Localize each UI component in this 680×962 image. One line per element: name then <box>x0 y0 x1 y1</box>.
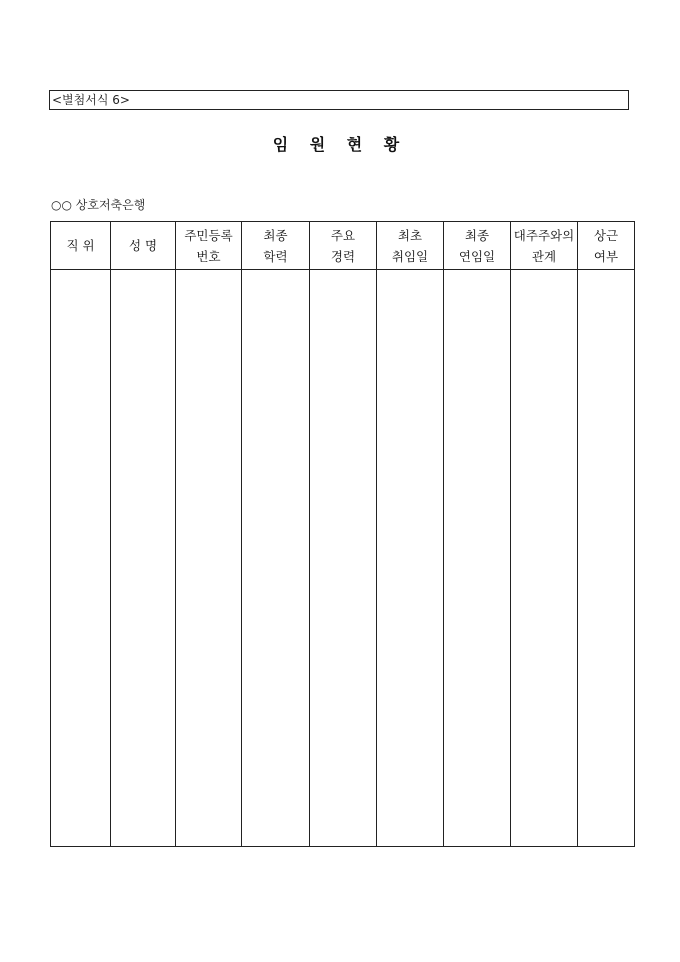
column-header-line: 최종 <box>464 227 490 243</box>
column-header-line: 주민등록 <box>184 227 233 243</box>
table-cell[interactable] <box>511 270 578 847</box>
column-header-first-appointment <box>377 222 444 270</box>
column-header-name <box>111 222 176 270</box>
table-header-row <box>51 222 635 270</box>
table-cell[interactable] <box>444 270 511 847</box>
column-header-line: 경력 <box>330 248 356 264</box>
column-header-resident-number <box>176 222 242 270</box>
form-label-box <box>49 90 629 110</box>
table-cell[interactable] <box>310 270 377 847</box>
column-header-line: 연임일 <box>458 248 496 264</box>
bank-name-line: ○○ 상호저축은행 <box>51 198 146 212</box>
executive-status-table <box>50 221 635 847</box>
document-title: 임 원 현 황 <box>272 135 408 154</box>
table-cell[interactable] <box>242 270 310 847</box>
column-header-line: 최종 <box>263 227 288 243</box>
table-body-row <box>51 270 635 847</box>
column-header-line: 대주주와의 <box>513 227 575 243</box>
column-header-line: 학력 <box>263 248 288 264</box>
column-header-shareholder-relation <box>511 222 578 270</box>
table-cell[interactable] <box>51 270 111 847</box>
table-cell[interactable] <box>377 270 444 847</box>
column-header-line: 상근 <box>593 227 619 243</box>
column-header-career <box>310 222 377 270</box>
column-header-line: 여부 <box>593 248 619 264</box>
table-cell[interactable] <box>111 270 176 847</box>
column-header-line: 직 위 <box>66 238 95 253</box>
column-header-line: 번호 <box>196 248 221 264</box>
column-header-line: 주요 <box>330 227 356 243</box>
column-header-line: 취임일 <box>391 248 429 264</box>
column-header-line: 최초 <box>397 227 423 243</box>
column-header-fulltime <box>578 222 635 270</box>
column-header-position <box>51 222 111 270</box>
table-cell[interactable] <box>176 270 242 847</box>
column-header-reappointment <box>444 222 511 270</box>
column-header-education <box>242 222 310 270</box>
column-header-line: 성 명 <box>128 238 158 253</box>
form-label: <별첨서식 6> <box>52 93 130 107</box>
column-header-line: 관계 <box>531 248 557 264</box>
table-cell[interactable] <box>578 270 635 847</box>
